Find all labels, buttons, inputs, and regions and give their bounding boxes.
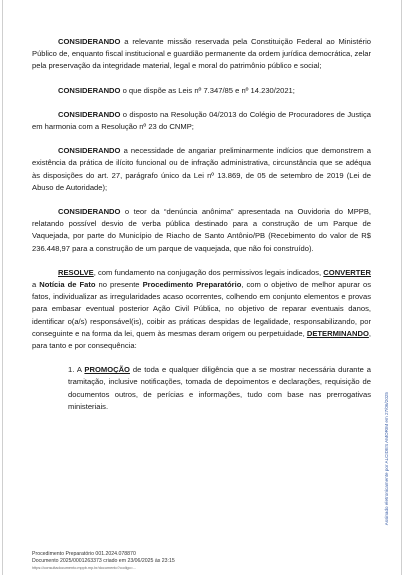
paragraph-considerando-1 (32, 36, 371, 73)
resolve-text-4: , com o objetivo de melhor apurar os fatos, individualizar as irregularidades acaso ocorrentes, colhendo em conjunto elementos e provas para embasar eventual posterior Ação Civil Pública, no objetivo de reparar eventuais danos, identificar o(a/s) responsável(is), coibir as práticas despidas de legalidade, responsabilizando, por conseguinte e na forma da lei, quem às mesmas deram origem ou perpetuidade, (32, 280, 371, 338)
noticia-de-fato-label: Notícia de Fato (39, 280, 96, 290)
resolve-text-2: a (32, 280, 40, 290)
paragraph-text: a necessidade de angariar preliminarmente indícios que demonstrem a existência da prática de ilícito funcional ou de infração administrativa, circunstância que se adéqua às disposições do art. 27, parágrafo único da Lei nº 13.869, de 05 de setembro de 2019 (Lei de Abuso de Autoridade); (32, 146, 371, 192)
paragraph-considerando-2 (32, 85, 371, 97)
paragraph-considerando-4 (32, 145, 371, 194)
paragraph-text: o que dispõe as Leis nº 7.347/85 e nº 14.230/2021; (120, 85, 295, 95)
paragraph-considerando-3 (32, 109, 371, 133)
paragraph-text: o disposto na Resolução 04/2013 do Colégio de Procuradores de Justiça em harmonia com a Resolução nº 23 do CNMP; (32, 109, 371, 132)
promocao-label: PROMOÇÃO (84, 365, 130, 375)
resolve-text-3: no presente (95, 280, 143, 290)
paragraph-text: o teor da “denúncia anônima” apresentada na Ouvidoria do MPPB, relatando possível desvio de verba pública destinado para a construção de um Parque de Vaquejada, por parte do Município de Riacho de Santo Antônio/PB (Recebimento do valor de R$ 236.448,97 para a construção de um parque de vaquejada, que não foi construído). (32, 207, 371, 253)
paragraph-considerando-5 (32, 206, 371, 255)
resolve-label: RESOLVE (58, 267, 94, 277)
footer-url-line: https://consultadocumento.mppb.mp.br/documento?codigo=... (32, 565, 137, 570)
considerando-lead: CONSIDERANDO (58, 37, 121, 46)
considerando-lead: CONSIDERANDO (58, 146, 121, 156)
procedimento-preparatorio-label: Procedimento Preparatório (142, 280, 242, 290)
paragraph-resolve (32, 267, 371, 352)
converter-label: CONVERTER (323, 267, 371, 277)
footer-procedure-line: Procedimento Preparatório 001.2024.078870 (32, 551, 136, 557)
signature-sidenote-text: Assinado eletronicamente por ALCIDES AMORIM em 27/06/2025 (384, 392, 389, 526)
considerando-lead: CONSIDERANDO (58, 109, 121, 119)
document-footer (32, 551, 175, 571)
document-body (32, 36, 371, 413)
resolve-text-5: , para tanto e por consequência: (32, 328, 371, 351)
determinando-label: DETERMINANDO (306, 328, 369, 338)
resolve-text-1: , com fundamento na conjugação dos permissivos legais indicados, (93, 267, 322, 277)
footer-document-line: Documento 2025/0001263373 criado em 23/06/2025 às 23:15 (32, 557, 175, 564)
list-item-1 (68, 364, 371, 413)
paragraph-text: a relevante missão reservada pela Constituição Federal ao Ministério Público de, enquanto fiscal institucional e guardião permanente da ordem jurídica democrática, zelar pela preservação da integridade material, legal e moral do patrimônio público e social; (32, 37, 371, 71)
item-number: 1. A (68, 365, 85, 375)
considerando-lead: CONSIDERANDO (58, 85, 121, 95)
considerando-lead: CONSIDERANDO (58, 207, 121, 217)
item-text: de toda e qualquer diligência que a se mostrar necessária durante a tramitação, inclusive notificações, tomada de depoimentos e declarações, requisição de documentos outros, de perícias e informações, tudo com base nas prerrogativas ministeriais. (68, 365, 372, 411)
signature-sidenote (384, 392, 392, 532)
